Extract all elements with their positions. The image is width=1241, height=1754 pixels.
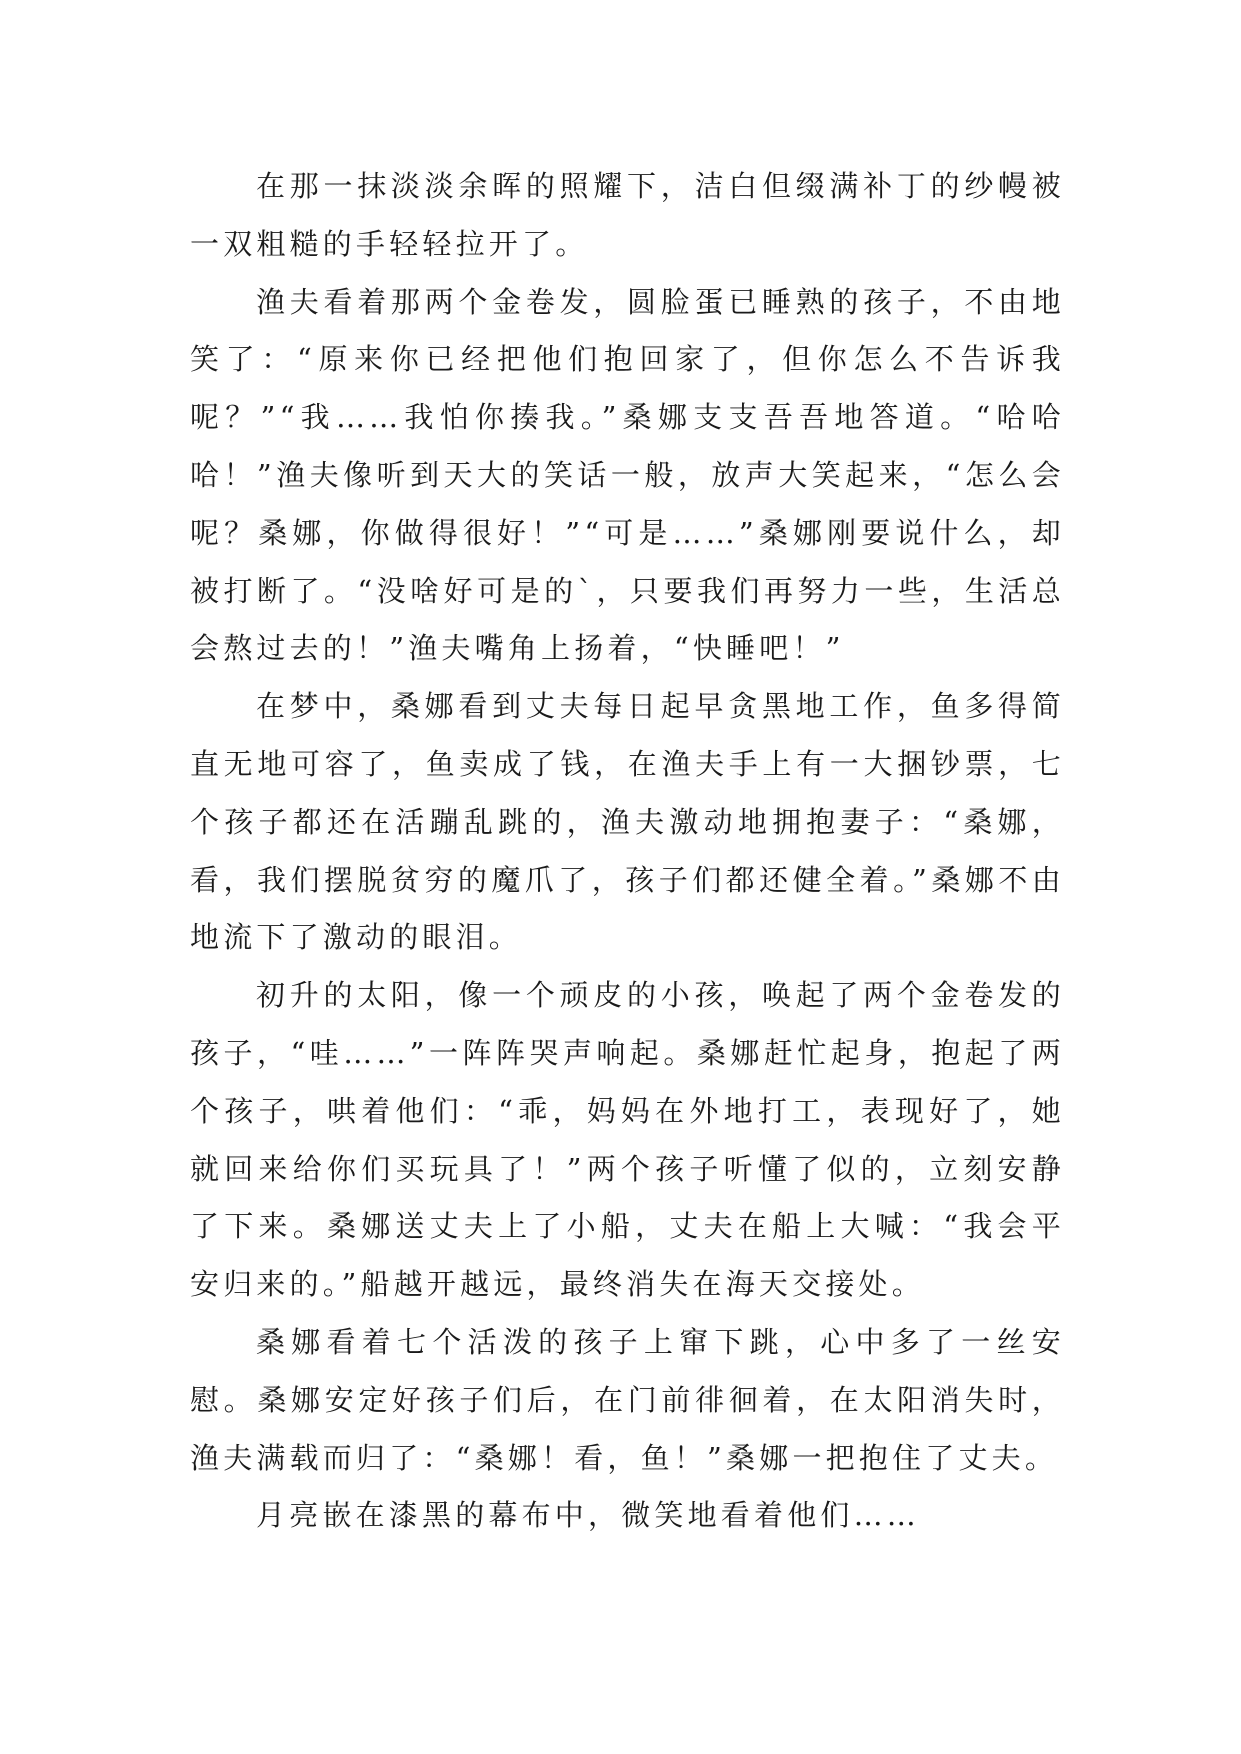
paragraph-6: 月亮嵌在漆黑的幕布中，微笑地看着他们…… bbox=[256, 1498, 921, 1533]
document-body bbox=[190, 158, 1065, 1545]
paragraph-2: 渔夫看着那两个金卷发，圆脸蛋已睡熟的孩子，不由地笑了：“原来你已经把他们抱回家了，但你怎么不告诉我呢？”“我……我怕你揍我。”桑娜支支吾吾地答道。“哈哈哈！”渔夫像听到天大的笑话一般，放声大笑起来，“怎么会呢？桑娜，你做得很好！”“可是……”桑娜刚要说什么，却被打断了。“没啥好可是的`，只要我们再努力一些，生活总会熬过去的！”渔夫嘴角上扬着，“快睡吧！” bbox=[190, 284, 1065, 666]
paragraph-5: 桑娜看着七个活泼的孩子上窜下跳，心中多了一丝安慰。桑娜安定好孩子们后，在门前徘徊着，在太阳消失时，渔夫满载而归了：“桑娜！看，鱼！”桑娜一把抱住了丈夫。 bbox=[190, 1324, 1065, 1475]
paragraph-3: 在梦中，桑娜看到丈夫每日起早贪黑地工作，鱼多得简直无地可容了，鱼卖成了钱，在渔夫手上有一大捆钞票，七个孩子都还在活蹦乱跳的，渔夫激动地拥抱妻子：“桑娜，看，我们摆脱贫穷的魔爪了，孩子们都还健全着。”桑娜不由地流下了激动的眼泪。 bbox=[190, 689, 1065, 955]
paragraph-4: 初升的太阳，像一个顽皮的小孩，唤起了两个金卷发的孩子，“哇……”一阵阵哭声响起。桑娜赶忙起身，抱起了两个孩子，哄着他们：“乖，妈妈在外地打工，表现好了，她就回来给你们买玩具了！”两个孩子听懂了似的，立刻安静了下来。桑娜送丈夫上了小船，丈夫在船上大喊：“我会平安归来的。”船越开越远，最终消失在海天交接处。 bbox=[190, 978, 1065, 1302]
paragraph-1: 在那一抹淡淡余晖的照耀下，洁白但缀满补丁的纱幔被一双粗糙的手轻轻拉开了。 bbox=[190, 169, 1065, 261]
